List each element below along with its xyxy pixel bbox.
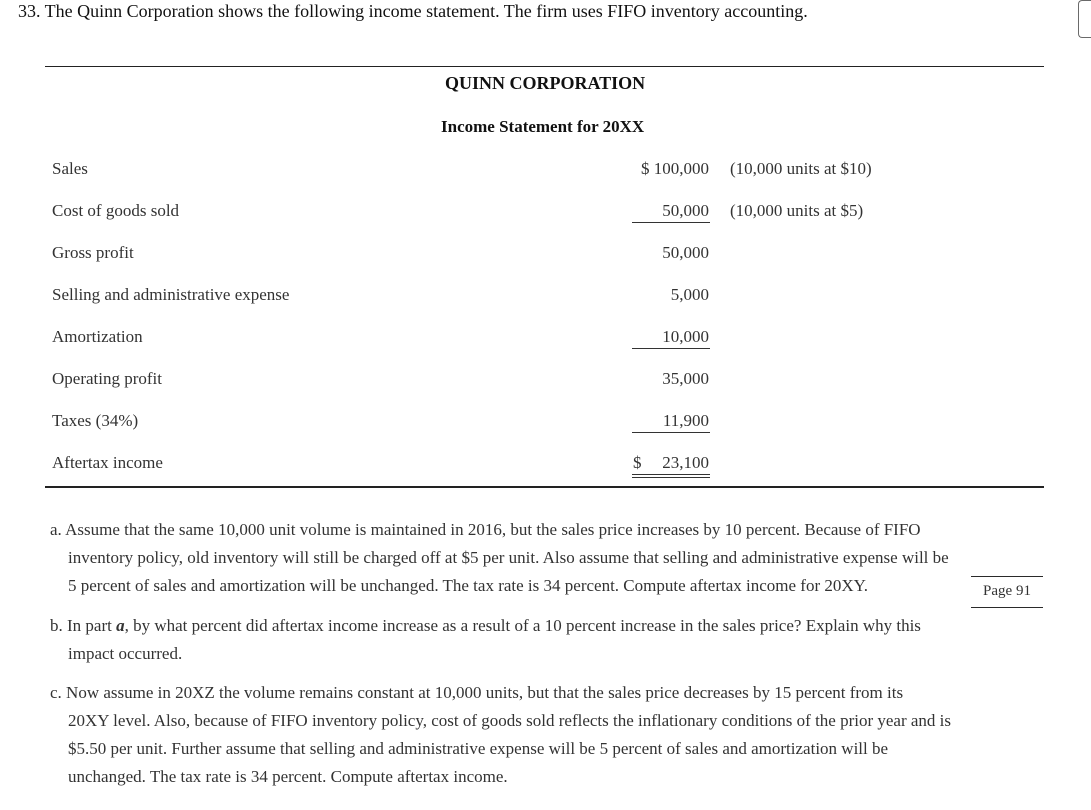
row-amount-operating-profit: 35,000	[662, 369, 709, 388]
row-note-cogs: (10,000 units at $5)	[730, 201, 864, 220]
part-b-prefix: b. In part	[50, 616, 117, 635]
part-c-line: 20XY level. Also, because of FIFO inventory policy, cost of goods sold reflects the inflationary conditions of the prior year and is	[68, 711, 952, 730]
row-amount-aftertax-income: 23,100	[662, 453, 709, 472]
part-a-line: inventory policy, old inventory will still be charged off at $5 per unit. Also assume that selling and administrative expense will be	[68, 548, 949, 567]
part-c-line: c. Now assume in 20XZ the volume remains constant at 10,000 units, but that the sales price decreases by 15 percent from its	[50, 683, 904, 702]
row-symbol-aftertax-income: $	[633, 453, 642, 472]
aftertax-double-underline	[632, 474, 710, 478]
part-b-suffix: , by what percent did aftertax income increase as a result of a 10 percent increase in the sales price? Explain why this	[124, 616, 921, 635]
margin-bracket	[1078, 0, 1091, 38]
question-header: 33. The Quinn Corporation shows the following income statement. The firm uses FIFO inventory accounting.	[18, 1, 808, 21]
row-amount-selling-admin: 5,000	[670, 285, 709, 304]
row-amount-amortization: 10,000	[662, 327, 709, 346]
row-label-sales: Sales	[52, 159, 88, 178]
part-b-emphasis: a	[116, 616, 125, 635]
row-label-gross-profit: Gross profit	[52, 243, 134, 262]
part-a	[50, 516, 1042, 600]
part-c	[50, 679, 1042, 791]
row-note-sales: (10,000 units at $10)	[730, 159, 872, 178]
statement-bottom-rule	[45, 486, 1044, 488]
part-a-line: 5 percent of sales and amortization will be unchanged. The tax rate is 34 percent. Compute aftertax income for 20XY.	[68, 576, 868, 595]
row-label-selling-admin: Selling and administrative expense	[52, 285, 290, 304]
part-b-line: impact occurred.	[68, 644, 183, 663]
part-c-line: $5.50 per unit. Further assume that selling and administrative expense will be 5 percent of sales and amortization will be	[68, 739, 889, 758]
row-label-aftertax-income: Aftertax income	[52, 453, 163, 472]
row-amount-cogs: 50,000	[662, 201, 709, 220]
statement-title: Income Statement for 20XX	[441, 117, 645, 136]
part-b	[50, 612, 1042, 668]
row-label-amortization: Amortization	[52, 327, 143, 346]
part-b-line	[50, 612, 1042, 640]
taxes-underline	[632, 432, 710, 433]
statement-top-rule	[45, 66, 1044, 67]
row-amount-sales: $ 100,000	[641, 159, 709, 178]
company-name: QUINN CORPORATION	[445, 73, 646, 93]
row-label-operating-profit: Operating profit	[52, 369, 162, 388]
cogs-underline	[632, 222, 710, 223]
part-c-line: unchanged. The tax rate is 34 percent. Compute aftertax income.	[68, 767, 508, 786]
part-a-line: a. Assume that the same 10,000 unit volume is maintained in 2016, but the sales price increases by 10 percent. Because of FIFO	[50, 520, 921, 539]
row-label-taxes: Taxes (34%)	[52, 411, 139, 430]
amortization-underline	[632, 348, 710, 349]
row-amount-gross-profit: 50,000	[662, 243, 709, 262]
row-amount-taxes: 11,900	[662, 411, 709, 430]
page-marker: Page 91	[971, 576, 1043, 608]
row-label-cogs: Cost of goods sold	[52, 201, 180, 220]
